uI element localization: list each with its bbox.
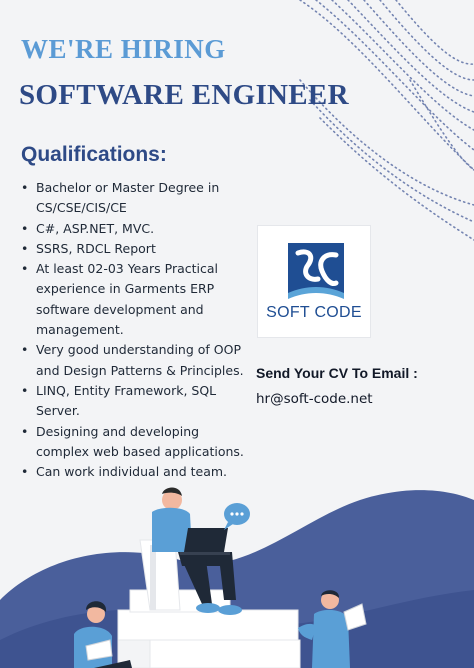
qualification-item: • SSRS, RDCL Report — [21, 239, 253, 259]
send-cv-label: Send Your CV To Email : — [256, 365, 418, 381]
email-address[interactable]: hr@soft-code.net — [256, 391, 373, 407]
laptop-icon — [180, 528, 230, 555]
qualifications-heading: Qualifications: — [21, 143, 167, 166]
job-title: SOFTWARE ENGINEER — [19, 79, 349, 111]
company-logo — [257, 225, 371, 338]
qualification-item: • LINQ, Entity Framework, SQL Server. — [21, 381, 253, 422]
team-illustration — [0, 460, 474, 668]
qualification-item: • C#, ASP.NET, MVC. — [21, 219, 253, 239]
qualification-item: • Bachelor or Master Degree in CS/CSE/CIS/CE — [21, 178, 253, 219]
soft-code-logo-icon — [288, 243, 344, 303]
qualification-item: • At least 02-03 Years Practical experience in Garments ERP software development and management. — [21, 259, 253, 340]
qualification-item: • Can work individual and team. — [21, 462, 253, 482]
qualifications-list — [21, 178, 253, 482]
logo-text: SOFT CODE — [266, 304, 362, 321]
qualification-item: • Designing and developing complex web based applications. — [21, 422, 253, 463]
speech-bubble-icon — [224, 503, 250, 530]
hiring-heading: WE'RE HIRING — [21, 34, 226, 64]
qualification-item: • Very good understanding of OOP and Design Patterns & Principles. — [21, 340, 253, 381]
dotted-swoosh-decoration — [300, 0, 474, 240]
reading-man — [298, 590, 366, 668]
